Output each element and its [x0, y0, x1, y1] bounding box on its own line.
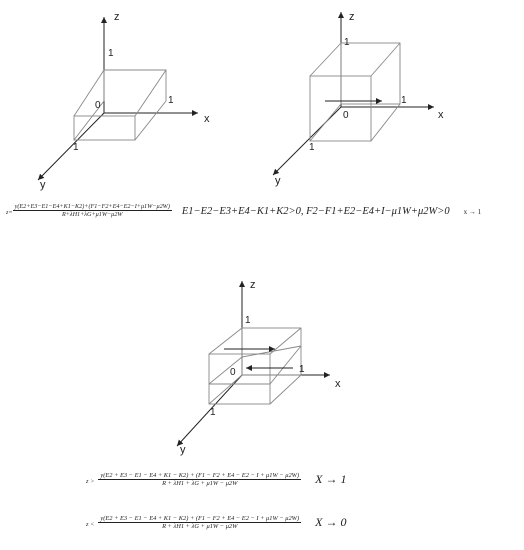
d1-z-tick: 1 — [108, 48, 114, 59]
d1-z-label: z — [114, 11, 120, 23]
d2-y-tick: 1 — [309, 142, 315, 153]
formula-bottom-2 — [86, 513, 346, 531]
formula-bottom-1-denominator: R + λH1 + λG + μ1W − μ2W — [162, 479, 238, 487]
diagram-2-box — [310, 43, 400, 141]
d1-y-axis — [38, 113, 104, 180]
d2-z-tick: 1 — [344, 37, 350, 48]
d3-y-tick: 1 — [210, 407, 216, 418]
d2-z-label: z — [349, 11, 355, 23]
formula-top-condition: E1−E2−E3+E4−K1+K2>0, F2−F1+E2−E4+I−μ1W+μ2W>0 — [181, 206, 450, 217]
d1-x-tick: 1 — [168, 95, 174, 106]
d3-z-tick: 1 — [245, 315, 251, 326]
formula-top-lhs: z= — [6, 209, 13, 216]
diagram-3-axes — [177, 281, 330, 446]
diagram-3-box — [209, 328, 301, 404]
d1-y-label: y — [40, 179, 46, 191]
formula-top-numerator: y(E2+E3−E1−E4+K1−K2)+(F1−F2+E4−E2−I+μ1W−μ2W) — [14, 202, 170, 210]
formula-bottom-2-fraction — [98, 515, 301, 530]
d3-z-label: z — [250, 279, 256, 291]
formula-bottom-1-numerator: y(E2 + E3 − E1 − E4 + K1 − K2) + (F1 − F2 + E4 − E2 − I + μ1W − μ2W) — [100, 471, 300, 479]
d3-x-label: x — [335, 378, 341, 390]
d2-x-label: x — [438, 109, 444, 121]
formula-bottom-1-limit: X → 1 — [315, 472, 347, 486]
d2-origin: 0 — [343, 110, 349, 121]
formula-bottom-1-fraction — [98, 472, 301, 487]
formula-top-denominator: R+λH1+λG+μ1W−μ2W — [61, 210, 123, 218]
d1-y-tick: 1 — [73, 142, 79, 153]
formula-bottom-1-lhs: z > — [86, 478, 95, 485]
formula-top-fraction — [13, 203, 172, 218]
d3-x-tick: 1 — [299, 364, 305, 375]
formula-bottom-2-lhs: z < — [86, 521, 95, 528]
formula-top — [6, 201, 481, 219]
d2-y-label: y — [275, 175, 281, 187]
formula-bottom-2-denominator: R + λH1 + λG + μ1W − μ2W — [162, 522, 238, 530]
formula-bottom-2-numerator: y(E2 + E3 − E1 − E4 + K1 − K2) + (F1 − F2 + E4 − E2 − I + μ1W − μ2W) — [100, 514, 300, 522]
d2-x-tick: 1 — [401, 95, 407, 106]
d1-origin: 0 — [95, 100, 101, 111]
d3-origin: 0 — [230, 367, 236, 378]
formula-top-limit: x → 1 — [463, 208, 482, 216]
d3-y-label: y — [180, 444, 186, 456]
formula-bottom-2-limit: X → 0 — [315, 515, 347, 529]
d1-x-label: x — [204, 113, 210, 125]
diagram-2-axes — [273, 12, 434, 175]
formula-bottom-1 — [86, 470, 346, 488]
diagram-1-axes — [38, 17, 198, 180]
